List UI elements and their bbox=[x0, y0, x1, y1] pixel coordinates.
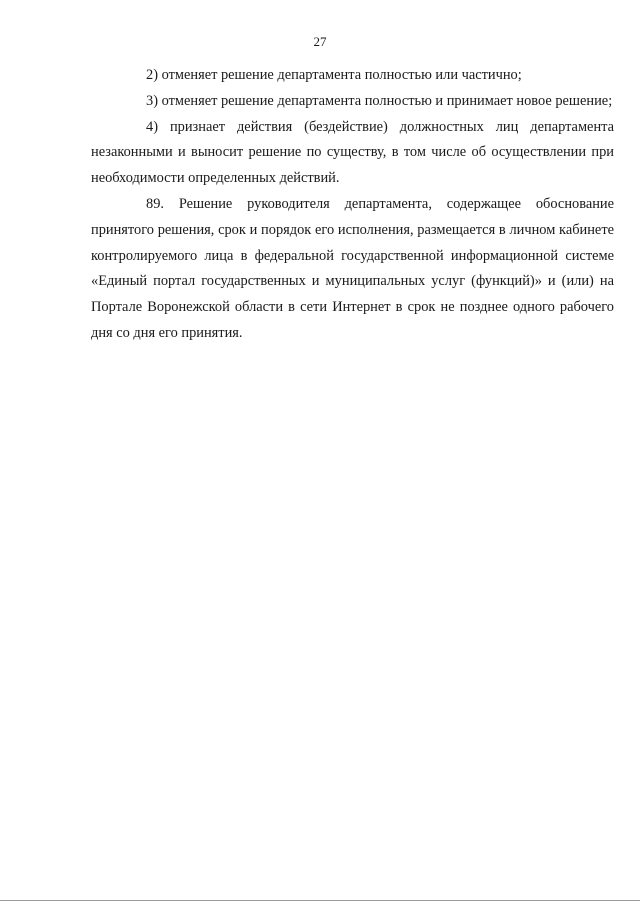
paragraph-item-2: 2) отменяет решение департамента полностью или частично; bbox=[146, 67, 522, 83]
page-number: 27 bbox=[313, 34, 327, 49]
paragraph-89: 89. Решение руководителя департамента, содержащее обоснование принятого решения, срок и порядок его исполнения, размещается в личном кабинете контролируемого лица в федеральной государственной информационной системе «Единый портал государственных и муниципальных услуг (функций)» и (или) на Портале Воронежской области в сети Интернет в срок не позднее одного рабочего дня со дня его принятия. bbox=[91, 195, 614, 341]
document-body bbox=[91, 63, 614, 347]
paragraph-item-3: 3) отменяет решение департамента полностью и принимает новое решение; bbox=[146, 92, 613, 109]
paragraph-item-4: 4) признает действия (бездействие) должностных лиц департамента незаконными и выносит решение по существу, в том числе об осуществлении при необходимости определенных действий. bbox=[91, 118, 614, 187]
footer-divider bbox=[0, 900, 640, 901]
